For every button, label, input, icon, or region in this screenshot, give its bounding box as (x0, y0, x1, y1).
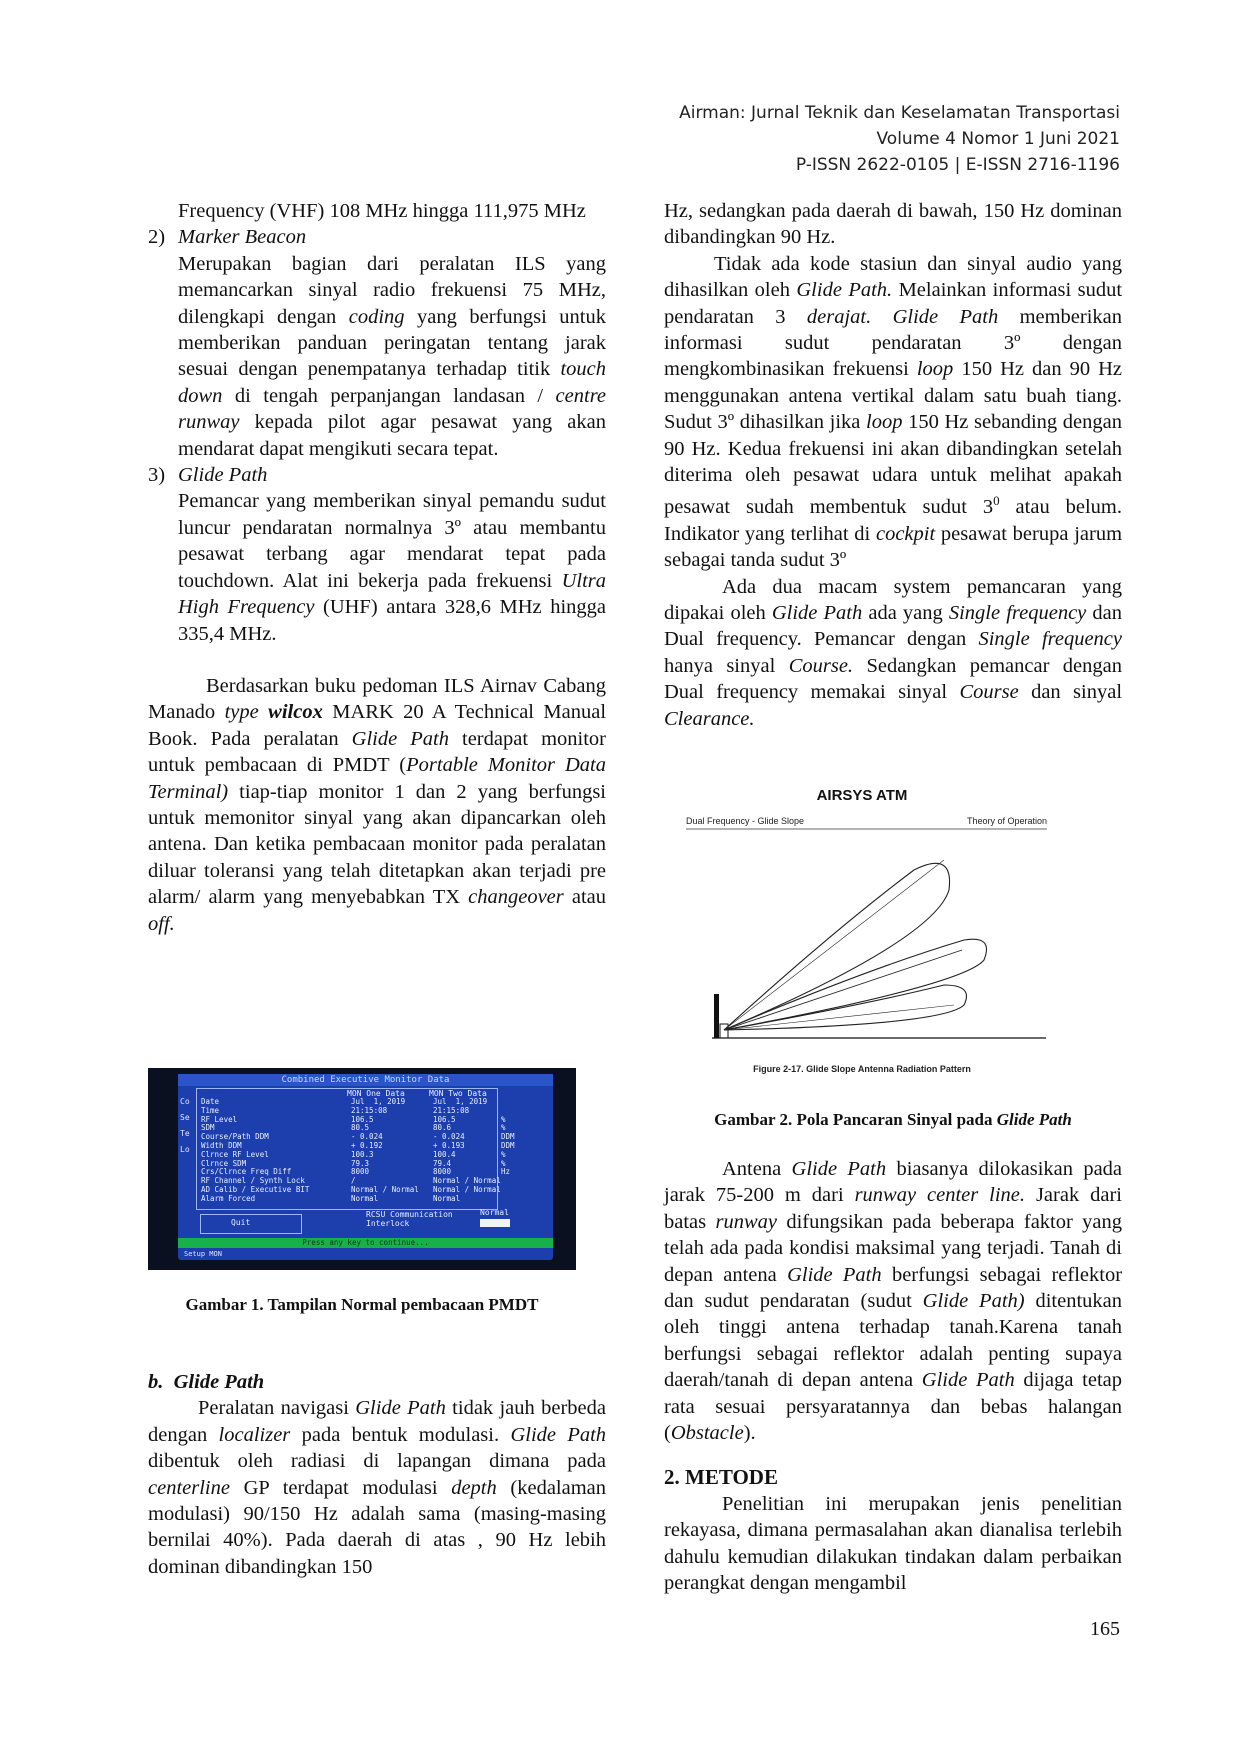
antenna-shelter (720, 1024, 728, 1038)
list-item-glide-path: 3) Glide Path Pemancar yang memberikan sinyal pemandu sudut luncur pendaratan normalnya 3º atau membantu pesawat terbang agar mendarat tepat pada touchdown. Alat ini bekerja pada frekuensi Ultra High Frequency (UHF) antara 328,6 MHz hingga 335,4 MHz. (148, 462, 606, 647)
monitor-cell-v2: Normal (433, 1193, 461, 1203)
window-title: Combined Executive Monitor Data (178, 1074, 553, 1086)
monitor-cell-v1: / (351, 1176, 356, 1186)
continued-text: Frequency (VHF) 108 MHz hingga 111,975 MHz (178, 200, 586, 222)
monitor-cell-v2: 100.4 (433, 1149, 456, 1159)
monitor-cell-v1: 80.5 (351, 1123, 370, 1133)
continued-text: Hz, sedangkan pada daerah di bawah, 150 Hz dominan dibandingkan 90 Hz. (664, 200, 1122, 249)
figure-2-caption: Gambar 2. Pola Pancaran Sinyal pada Glide Path (714, 1110, 1072, 1129)
paragraph-antenna-location: Antena Glide Path biasanya dilokasikan pada jarak 75-200 m dari runway center line. Jarak dari batas runway difungsikan pada beberapa faktor yang telah ada pada kondisi maksimal yang terjadi. Tanah di depan antena Glide Path berfungsi sebagai reflektor dan sudut pendaratan (sudut Glide Path) ditentukan oleh tinggi antena terhadap tanah.Karena tanah berfungsi sebagai reflektor adalah penting supaya daerah/tanah di depan antena Glide Path dijaga tetap rata sesuai persyaratannya dan bebas halangan (Obstacle). (664, 1158, 1123, 1445)
glide-path-line (724, 950, 962, 1030)
right-column-lower (664, 1156, 1122, 1597)
monitor-cell-label: Clrnce RF Level (201, 1149, 269, 1159)
side-letters: Co Se Te Lo (180, 1097, 190, 1154)
quit-button[interactable]: Quit (200, 1214, 302, 1234)
monitor-cell-v1: Jul 1, 2019 (351, 1097, 406, 1106)
monitor-cell-label: AD Calib / Executive BIT (201, 1184, 310, 1194)
monitor-cell-label: Crs/Clrnce Freq Diff (201, 1167, 292, 1177)
monitor-cell-v2: 8000 (433, 1167, 452, 1177)
fig2-left-title: Dual Frequency - Glide Slope (686, 816, 805, 826)
monitor-cell-u: % (501, 1158, 506, 1168)
item-body: Pemancar yang memberikan sinyal pemandu sudut luncur pendaratan normalnya 3º atau membantu pesawat terbang agar mendarat tepat pada touchdown. Alat ini bekerja pada frekuensi Ultra High Frequency (UHF) antara 328,6 MHz hingga 335,4 MHz. (178, 490, 606, 645)
left-column-lower (148, 1369, 606, 1580)
rcsu-value: Normal (480, 1208, 509, 1217)
rcsu-block: RCSU Communication Interlock (366, 1210, 453, 1228)
section-b-heading: b. Glide Path (148, 1371, 265, 1393)
section-2-heading: 2. METODE (664, 1465, 778, 1490)
monitor-cell-label: SDM (201, 1123, 215, 1133)
item-body: Merupakan bagian dari peralatan ILS yang memancarkan sinyal radio frekuensi 75 MHz, dilengkapi dengan coding yang berfungsi untuk memberikan panduan peringatan tentang jarak sesuai dengan penempatanya terhadap titik touch down di tengah perpanjangan landasan / centre runway kepada pilot agar pesawat yang akan mendarat dapat mengikuti secara tepat. (178, 252, 607, 460)
monitor-screen (178, 1074, 553, 1260)
monitor-cell-v1: Normal / Normal (351, 1184, 419, 1194)
monitor-rows (201, 1098, 531, 1204)
col-header-mon-one: MON One Data (347, 1089, 405, 1098)
monitor-cell-label: Time (201, 1105, 220, 1115)
status-bar: Press any key to continue... (178, 1238, 553, 1248)
upper-lobe (724, 863, 950, 1030)
journal-header (679, 100, 1120, 178)
monitor-cell-v2: + 0.193 (433, 1140, 465, 1150)
monitor-cell-label: Alarm Forced (201, 1193, 256, 1203)
paragraph-pmdt: Berdasarkan buku pedoman ILS Airnav Cabang Manado type wilcox MARK 20 A Technical Manual Book. Pada peralatan Glide Path terdapat monitor untuk pembacaan di PMDT (Portable Monitor Data Terminal) tiap-tiap monitor 1 dan 2 yang berfungsi untuk memonitor sinyal yang akan dipancarkan oleh antena. Dan ketika pembacaan monitor pada peralatan diluar toleransi yang telah ditetapkan akan terjadi pre alarm/ alarm yang menyebabkan TX changeover atau off. (148, 674, 607, 935)
rcsu-indicator (480, 1219, 510, 1227)
item-title: Marker Beacon (178, 226, 307, 249)
page-number: 165 (1090, 1618, 1120, 1640)
monitor-cell-v1: 8000 (351, 1167, 370, 1177)
paragraph-glide-path: Peralatan navigasi Glide Path tidak jauh berbeda dengan localizer pada bentuk modulasi. Glide Path dibentuk oleh radiasi di lapangan dimana pada centerline GP terdapat modulasi depth (kedalaman modulasi) 90/150 Hz adalah sama (masing-masing bernilai 40%). Pada daerah di atas , 90 Hz lebih dominan dibandingkan 150 (148, 1397, 607, 1578)
setup-label: Setup MON (184, 1250, 222, 1258)
upper-path-line (724, 860, 944, 1030)
figure-1-caption: Gambar 1. Tampilan Normal pembacaan PMDT (185, 1295, 539, 1314)
monitor-cell-u: % (501, 1149, 506, 1159)
monitor-cell-v2: Jul 1, 2019 (433, 1097, 488, 1106)
monitor-cell-label: Clrnce SDM (201, 1158, 247, 1168)
monitor-cell-v1: 21:15:08 (351, 1105, 388, 1115)
journal-issn: P-ISSN 2622-0105 | E-ISSN 2716-1196 (795, 155, 1120, 175)
monitor-cell-v1: Normal (351, 1193, 379, 1203)
monitor-cell-label: RF Level (201, 1114, 238, 1124)
figure-glide-slope-pattern (664, 780, 1060, 1080)
item-title: Glide Path (178, 464, 268, 487)
monitor-cell-v2: Normal / Normal (433, 1176, 501, 1186)
data-panel (196, 1088, 515, 1210)
fig2-right-title: Theory of Operation (966, 816, 1047, 826)
left-column (148, 198, 606, 937)
journal-title: Airman: Jurnal Teknik dan Keselamatan Transportasi (679, 103, 1120, 123)
col-header-mon-two: MON Two Data (429, 1089, 487, 1098)
paragraph-glide-angle: Tidak ada kode stasiun dan sinyal audio yang dihasilkan oleh Glide Path. Melainkan informasi sudut pendaratan 3 derajat. Glide Path memberikan informasi sudut pendaratan 3º dengan mengkombinasikan frekuensi loop 150 Hz dan 90 Hz menggunakan antena vertikal dalam satu buah tiang. Sudut 3º dihasilkan jika loop 150 Hz sebanding dengan 90 Hz. Kedua frekuensi ini akan dibandingkan setelah diterima oleh pesawat udara untuk melihat apakah pesawat sudah membentuk sudut $3^0$ atau belum. Indikator yang terlihat di cockpit pesawat berupa jarum sebagai tanda sudut 3º (664, 252, 1123, 572)
fig2-inner-caption: Figure 2-17. Glide Slope Antenna Radiation Pattern (753, 1064, 971, 1074)
monitor-cell-v1: - 0.024 (351, 1132, 383, 1142)
monitor-cell-label: RF Channel / Synth Lock (201, 1176, 305, 1186)
monitor-cell-v2: 80.6 (433, 1123, 452, 1133)
antenna-mast (714, 994, 719, 1038)
monitor-cell-label: Width DDM (201, 1140, 242, 1150)
right-column (664, 198, 1122, 732)
monitor-cell-u: DDM (501, 1140, 515, 1150)
figure-pmdt-monitor (148, 1068, 576, 1270)
monitor-cell-u: % (501, 1123, 506, 1133)
monitor-cell-v1: + 0.192 (351, 1140, 383, 1150)
paragraph-frequency-systems: Ada dua macam system pemancaran yang dipakai oleh Glide Path ada yang Single frequency dan Dual frequency. Pemancar dengan Single frequency hanya sinyal Course. Sedangkan pemancar dengan Dual frequency memakai sinyal Course dan sinyal Clearance. (664, 575, 1123, 730)
monitor-cell-v2: - 0.024 (433, 1132, 465, 1142)
journal-volume: Volume 4 Nomor 1 Juni 2021 (876, 129, 1120, 149)
monitor-cell-v2: 79.4 (433, 1158, 452, 1168)
radiation-pattern-diagram (664, 780, 1060, 1080)
monitor-cell-v2: Normal / Normal (433, 1184, 501, 1194)
monitor-cell-u: % (501, 1114, 506, 1124)
monitor-cell-label: Course/Path DDM (201, 1132, 269, 1142)
monitor-row (201, 1195, 531, 1204)
paragraph-metode: Penelitian ini merupakan jenis penelitian rekayasa, dimana permasalahan akan dianalisa terlebih dahulu kemudian dilakukan tindakan dalam perbaikan perangkat dengan mengambil (664, 1492, 1122, 1595)
monitor-cell-v2: 21:15:08 (433, 1105, 470, 1115)
monitor-cell-u: DDM (501, 1132, 515, 1142)
monitor-cell-v2: 106.5 (433, 1114, 456, 1124)
list-item-marker-beacon: 2) Marker Beacon Merupakan bagian dari peralatan ILS yang memancarkan sinyal radio frekuensi 75 MHz, dilengkapi dengan coding yang berfungsi untuk memberikan panduan peringatan tentang jarak sesuai dengan penempatanya terhadap titik touch down di tengah perpanjangan landasan / centre runway kepada pilot agar pesawat yang akan mendarat dapat mengikuti secara tepat. (148, 224, 606, 462)
airsys-logo: AIRSYS ATM (816, 787, 908, 804)
monitor-cell-v1: 100.3 (351, 1149, 374, 1159)
monitor-cell-label: Date (201, 1097, 220, 1106)
monitor-cell-v1: 106.5 (351, 1114, 374, 1124)
monitor-cell-v1: 79.3 (351, 1158, 370, 1168)
monitor-cell-u: Hz (501, 1167, 511, 1177)
